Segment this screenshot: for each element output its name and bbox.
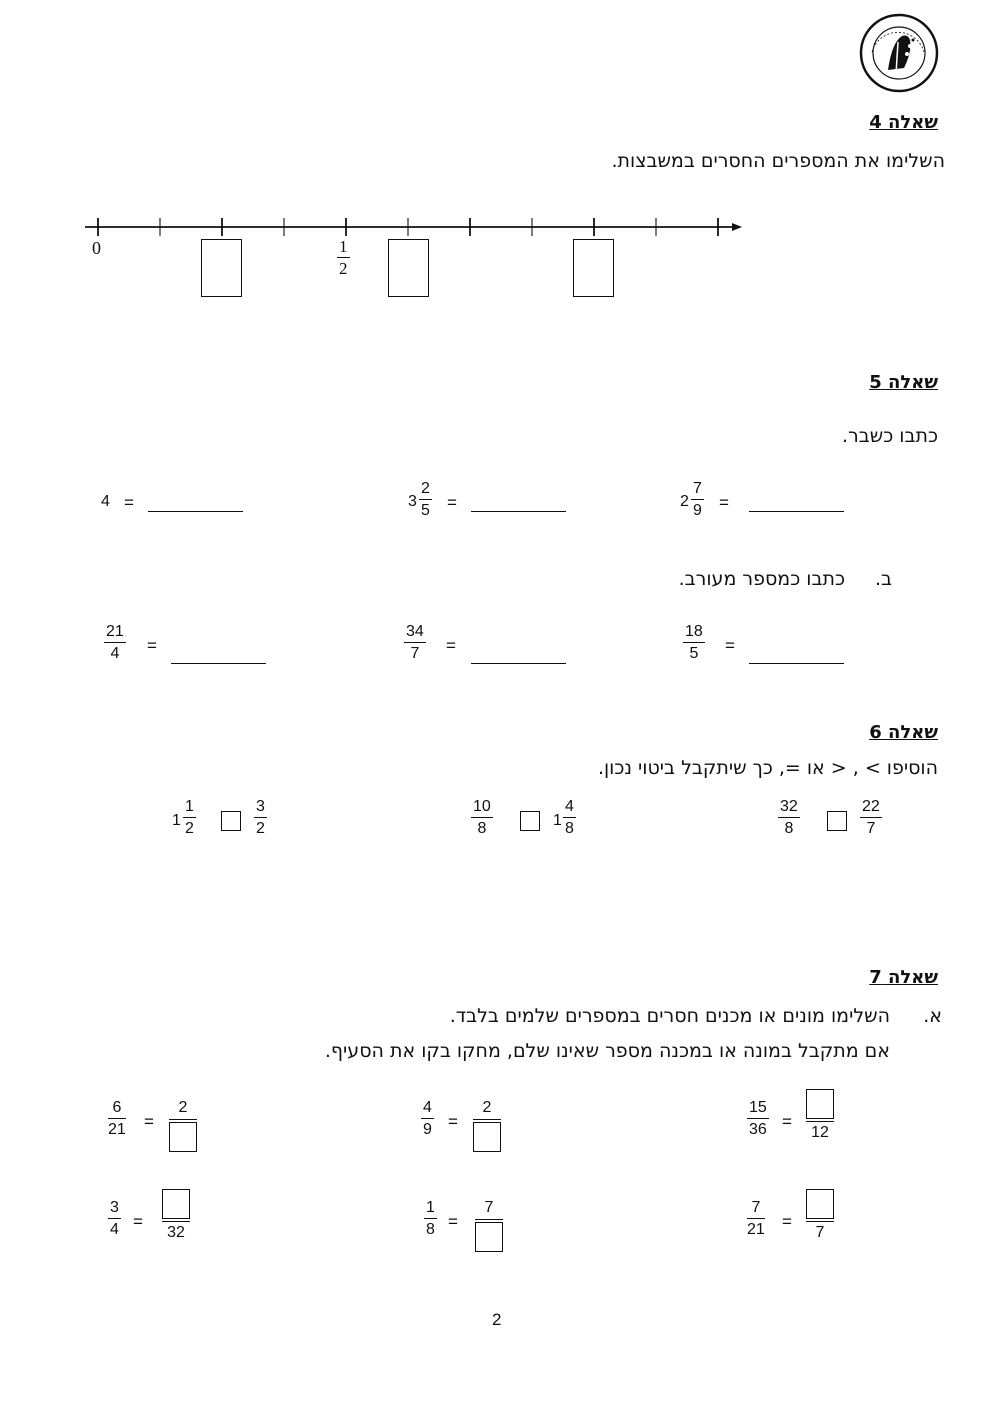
answer-line[interactable] xyxy=(148,511,243,512)
equals-sign: = xyxy=(448,1112,458,1131)
fraction: 10 8 xyxy=(473,798,491,837)
answer-line[interactable] xyxy=(471,663,566,664)
equals-sign: = xyxy=(782,1212,792,1231)
denominator-box[interactable] xyxy=(473,1122,501,1152)
mixed-whole: 3 xyxy=(408,493,417,510)
q7-title: שאלה 7 xyxy=(869,967,938,988)
fraction-missing-numerator: 7 xyxy=(806,1189,834,1242)
numerator-box[interactable] xyxy=(806,1189,834,1219)
fraction-missing-denominator: 7 xyxy=(475,1199,503,1252)
q5-part-a: כתבו כשבר. xyxy=(842,425,938,447)
fraction: 1 8 xyxy=(426,1199,435,1238)
equals-sign: = xyxy=(719,493,729,512)
answer-line[interactable] xyxy=(171,663,266,664)
number-line-arrow xyxy=(732,223,742,231)
q7-line1: השלימו מונים או מכנים חסרים במספרים שלמים בלבד. xyxy=(449,1005,890,1027)
comparison-box[interactable] xyxy=(520,811,540,831)
answer-line[interactable] xyxy=(471,511,566,512)
fraction-missing-numerator: 12 xyxy=(806,1089,834,1142)
equals-sign: = xyxy=(447,493,457,512)
equals-sign: = xyxy=(725,636,735,655)
equals-sign: = xyxy=(144,1112,154,1131)
fraction: 22 7 xyxy=(862,798,880,837)
number-line-half-label: 1 2 xyxy=(339,237,348,278)
school-logo xyxy=(858,12,940,94)
comparison-box[interactable] xyxy=(221,811,241,831)
q4-instruction: השלימו את המספרים החסרים במשבצות. xyxy=(611,150,945,172)
q7-line2: אם מתקבל במונה או במכנה מספר שאינו שלם, מחקו בקו את הסעיף. xyxy=(324,1040,890,1062)
equals-sign: = xyxy=(124,493,134,512)
fraction: 7 9 xyxy=(693,480,702,519)
fraction: 18 5 xyxy=(685,623,703,662)
equals-sign: = xyxy=(133,1212,143,1231)
numerator-box[interactable] xyxy=(162,1189,190,1219)
fraction: 4 8 xyxy=(565,798,574,837)
fraction: 3 4 xyxy=(110,1199,119,1238)
q5-title: שאלה 5 xyxy=(869,372,938,393)
equals-sign: = xyxy=(782,1112,792,1131)
numerator-box[interactable] xyxy=(806,1089,834,1119)
whole-number: 4 xyxy=(101,493,110,510)
denominator-box[interactable] xyxy=(475,1222,503,1252)
denominator-box[interactable] xyxy=(169,1122,197,1152)
q6-title: שאלה 6 xyxy=(869,722,938,743)
fraction: 6 21 xyxy=(108,1099,126,1138)
mixed-whole: 1 xyxy=(553,812,562,829)
q6-instruction: הוסיפו > , < או =, כך שיתקבל ביטוי נכון. xyxy=(597,757,938,779)
mixed-whole: 2 xyxy=(680,493,689,510)
fraction: 7 21 xyxy=(747,1199,765,1238)
equals-sign: = xyxy=(448,1212,458,1231)
equals-sign: = xyxy=(147,636,157,655)
comparison-box[interactable] xyxy=(827,811,847,831)
fraction-missing-denominator: 2 xyxy=(473,1099,501,1152)
fraction: 3 2 xyxy=(256,798,265,837)
equals-sign: = xyxy=(446,636,456,655)
answer-box-1[interactable] xyxy=(201,239,242,297)
q4-title: שאלה 4 xyxy=(869,112,938,133)
fraction: 34 7 xyxy=(406,623,424,662)
q5-part-b-letter: ב. xyxy=(874,568,892,590)
fraction-missing-denominator: 2 xyxy=(169,1099,197,1152)
number-line-zero-label: 0 xyxy=(92,238,101,258)
fraction: 32 8 xyxy=(780,798,798,837)
fraction: 21 4 xyxy=(106,623,124,662)
fraction: 1 2 xyxy=(185,798,194,837)
q5-part-b: כתבו כמספר מעורב. xyxy=(678,568,845,590)
mixed-whole: 1 xyxy=(172,812,181,829)
answer-box-3[interactable] xyxy=(573,239,614,297)
answer-line[interactable] xyxy=(749,663,844,664)
fraction: 15 36 xyxy=(749,1099,767,1138)
q7-letter: א. xyxy=(923,1005,942,1027)
answer-line[interactable] xyxy=(749,511,844,512)
page-number: 2 xyxy=(492,1310,502,1329)
fraction: 4 9 xyxy=(423,1099,432,1138)
answer-box-2[interactable] xyxy=(388,239,429,297)
fraction: 2 5 xyxy=(421,480,430,519)
logo-seal-icon xyxy=(858,12,940,94)
fraction-missing-numerator: 32 xyxy=(162,1189,190,1242)
